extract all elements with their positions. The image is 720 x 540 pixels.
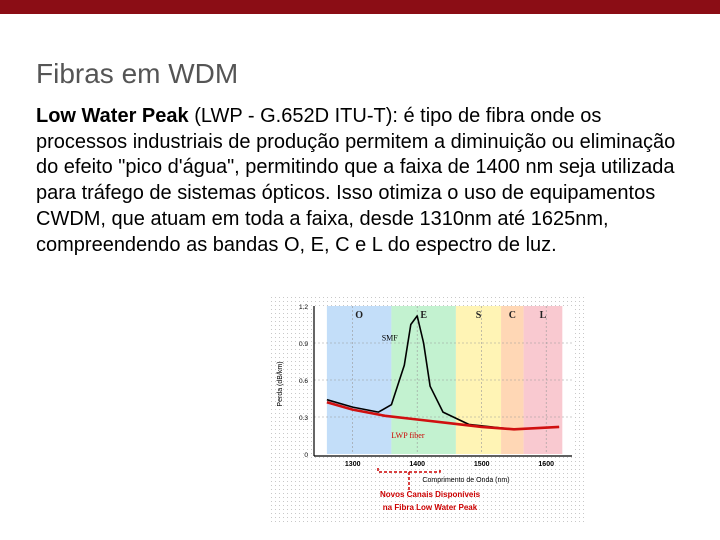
slide-title: Fibras em WDM [36,58,239,89]
x-tick-label: 1400 [409,461,425,468]
y-tick-label: 0.9 [298,341,308,348]
attenuation-chart-svg [270,296,584,522]
lwp-label: LWP fiber [391,430,425,440]
y-tick-label: 0.3 [298,415,308,422]
y-tick-label: 0.6 [298,378,308,385]
attenuation-chart [270,296,584,522]
x-tick-label: 1600 [538,461,554,468]
annotation-line-1: Novos Canais Disponíveis [379,490,481,499]
band-label: S [475,310,482,321]
body-description: (LWP - G.652D ITU-T): é tipo de fibra onde os processos industriais de produção permitem a diminuição ou eliminação do efeito "pico d'água", permitindo que a faixa de 1400 nm seja utilizada para tráfego de sistemas ópticos. Isso otimiza o uso de equipamentos CWDM, que atuam em toda a faixa, desde 1310nm até 1625nm, compreendendo as bandas O, E, C e L do espectro de luz. [36,105,676,256]
y-tick-label: 0 [304,452,308,459]
band-label: C [508,310,516,321]
band-c-region [501,306,524,454]
annotation-line-2: na Fibra Low Water Peak [382,503,478,512]
band-label: L [539,310,547,321]
smf-label: SMF [381,333,398,343]
x-tick-label: 1500 [473,461,490,468]
top-accent-bar [0,0,720,14]
body-bold-term: Low Water Peak [36,105,189,127]
x-axis-label: Comprimento de Onda (nm) [422,477,510,484]
x-tick-label: 1300 [344,461,361,468]
slide-body [36,104,696,258]
y-tick-label: 1.2 [298,304,308,311]
y-axis-label: Perda (dB/km) [277,361,284,407]
band-label: O [355,310,364,321]
band-label: E [420,310,427,321]
